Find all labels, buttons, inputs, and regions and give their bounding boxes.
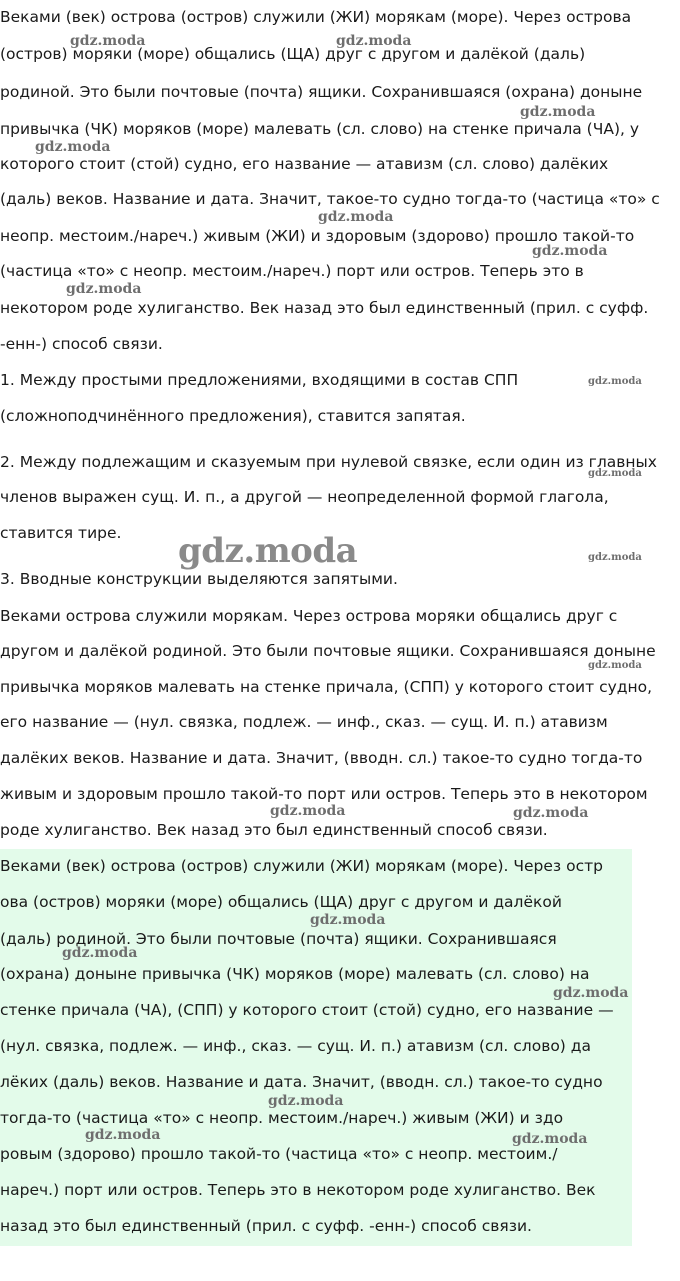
text-line: (частица «то» с неопр. местоим./нареч.) порт или остров. Теперь это в (0, 262, 584, 280)
text-line: ровым (здорово) прошло такой-то (частица «то» с неопр. местоим./ (0, 1145, 558, 1163)
text-line: (сложноподчинённого предложения), ставится запятая. (0, 407, 466, 425)
watermark-logo: gdz.moda (270, 803, 346, 819)
text-line: Веками острова служили морякам. Через острова моряки общались друг с (0, 607, 618, 625)
text-line: его название — (нул. связка, подлеж. — инф., сказ. — сущ. И. п.) атавизм (0, 713, 608, 731)
watermark-logo: gdz.moda (318, 209, 394, 225)
text-line: привычка моряков малевать на стенке причала, (СПП) у которого стоит судно, (0, 678, 653, 696)
watermark-logo: gdz.moda (588, 552, 642, 563)
text-line: роде хулиганство. Век назад это был единственный способ связи. (0, 821, 548, 839)
text-line: (охрана) доныне привычка (ЧК) моряков (море) малевать (сл. слово) на (0, 965, 590, 983)
text-line: живым и здоровым прошло такой-то порт или остров. Теперь это в некотором (0, 785, 648, 803)
rule-3: 3. Вводные конструкции выделяются запятыми. (0, 570, 398, 588)
text-line: 1. Между простыми предложениями, входящими в состав СПП (0, 371, 519, 389)
text-line: -енн-) способ связи. (0, 335, 163, 353)
watermark-logo: gdz.moda (553, 985, 629, 1001)
text-line: Веками (век) острова (остров) служили (ЖИ) морякам (море). Через острова (0, 8, 632, 26)
watermark-logo: gdz.moda (178, 531, 358, 571)
text-line: (даль) веков. Название и дата. Значит, такое-то судно тогда-то (частица «то» с (0, 190, 660, 208)
text-line: которого стоит (стой) судно, его название — атавизм (сл. слово) далёких (0, 155, 609, 173)
watermark-logo: gdz.moda (513, 805, 589, 821)
watermark-logo: gdz.moda (588, 376, 642, 387)
text-line: членов выражен сущ. И. п., а другой — неопределенной формой глагола, (0, 488, 609, 506)
text-line: 2. Между подлежащим и сказуемым при нулевой связке, если один из главных (0, 453, 657, 471)
text-line: тогда-то (частица «то» с неопр. местоим./нареч.) живым (ЖИ) и здо (0, 1109, 564, 1127)
text-line: нареч.) порт или остров. Теперь это в некотором роде хулиганство. Век (0, 1181, 596, 1199)
watermark-logo: gdz.moda (35, 139, 111, 155)
watermark-logo: gdz.moda (62, 945, 138, 961)
watermark-logo: gdz.moda (588, 468, 642, 479)
watermark-logo: gdz.moda (532, 243, 608, 259)
watermark-logo: gdz.moda (588, 660, 642, 671)
watermark-logo: gdz.moda (66, 281, 142, 297)
watermark-logo: gdz.moda (70, 33, 146, 49)
text-line: далёких веков. Название и дата. Значит, (вводн. сл.) такое-то судно тогда-то (0, 749, 643, 767)
text-line: Веками (век) острова (остров) служили (ЖИ) морякам (море). Через остр (0, 857, 603, 875)
watermark-logo: gdz.moda (268, 1093, 344, 1109)
text-line: лёких (даль) веков. Название и дата. Значит, (вводн. сл.) такое-то судно (0, 1073, 603, 1091)
text-line: ова (остров) моряки (море) общались (ЩА) друг с другом и далёкой (0, 893, 562, 911)
watermark-logo: gdz.moda (512, 1131, 588, 1147)
text-line: (даль) родиной. Это были почтовые (почта) ящики. Сохранившаяся (0, 930, 557, 948)
text-line: назад это был единственный (прил. с суфф. -енн-) способ связи. (0, 1217, 532, 1235)
text-line: некотором роде хулиганство. Век назад это был единственный (прил. с суфф. (0, 299, 649, 317)
text-line: ставится тире. (0, 524, 122, 542)
watermark-logo: gdz.moda (310, 912, 386, 928)
watermark-logo: gdz.moda (336, 33, 412, 49)
text-line: привычка (ЧК) моряков (море) малевать (сл. слово) на стенке причала (ЧА), у (0, 120, 640, 138)
text-line: родиной. Это были почтовые (почта) ящики. Сохранившаяся (охрана) доныне (0, 83, 643, 101)
text-line: другом и далёкой родиной. Это были почтовые ящики. Сохранившаяся доныне (0, 642, 656, 660)
text-line: (нул. связка, подлеж. — инф., сказ. — сущ. И. п.) атавизм (сл. слово) да (0, 1037, 591, 1055)
text-line: (остров) моряки (море) общались (ЩА) друг с другом и далёкой (даль) (0, 45, 586, 63)
text-line: стенке причала (ЧА), (СПП) у которого стоит (стой) судно, его название — (0, 1001, 614, 1019)
text-line: неопр. местоим./нареч.) живым (ЖИ) и здоровым (здорово) прошло такой-то (0, 227, 635, 245)
watermark-logo: gdz.moda (85, 1127, 161, 1143)
watermark-logo: gdz.moda (520, 104, 596, 120)
